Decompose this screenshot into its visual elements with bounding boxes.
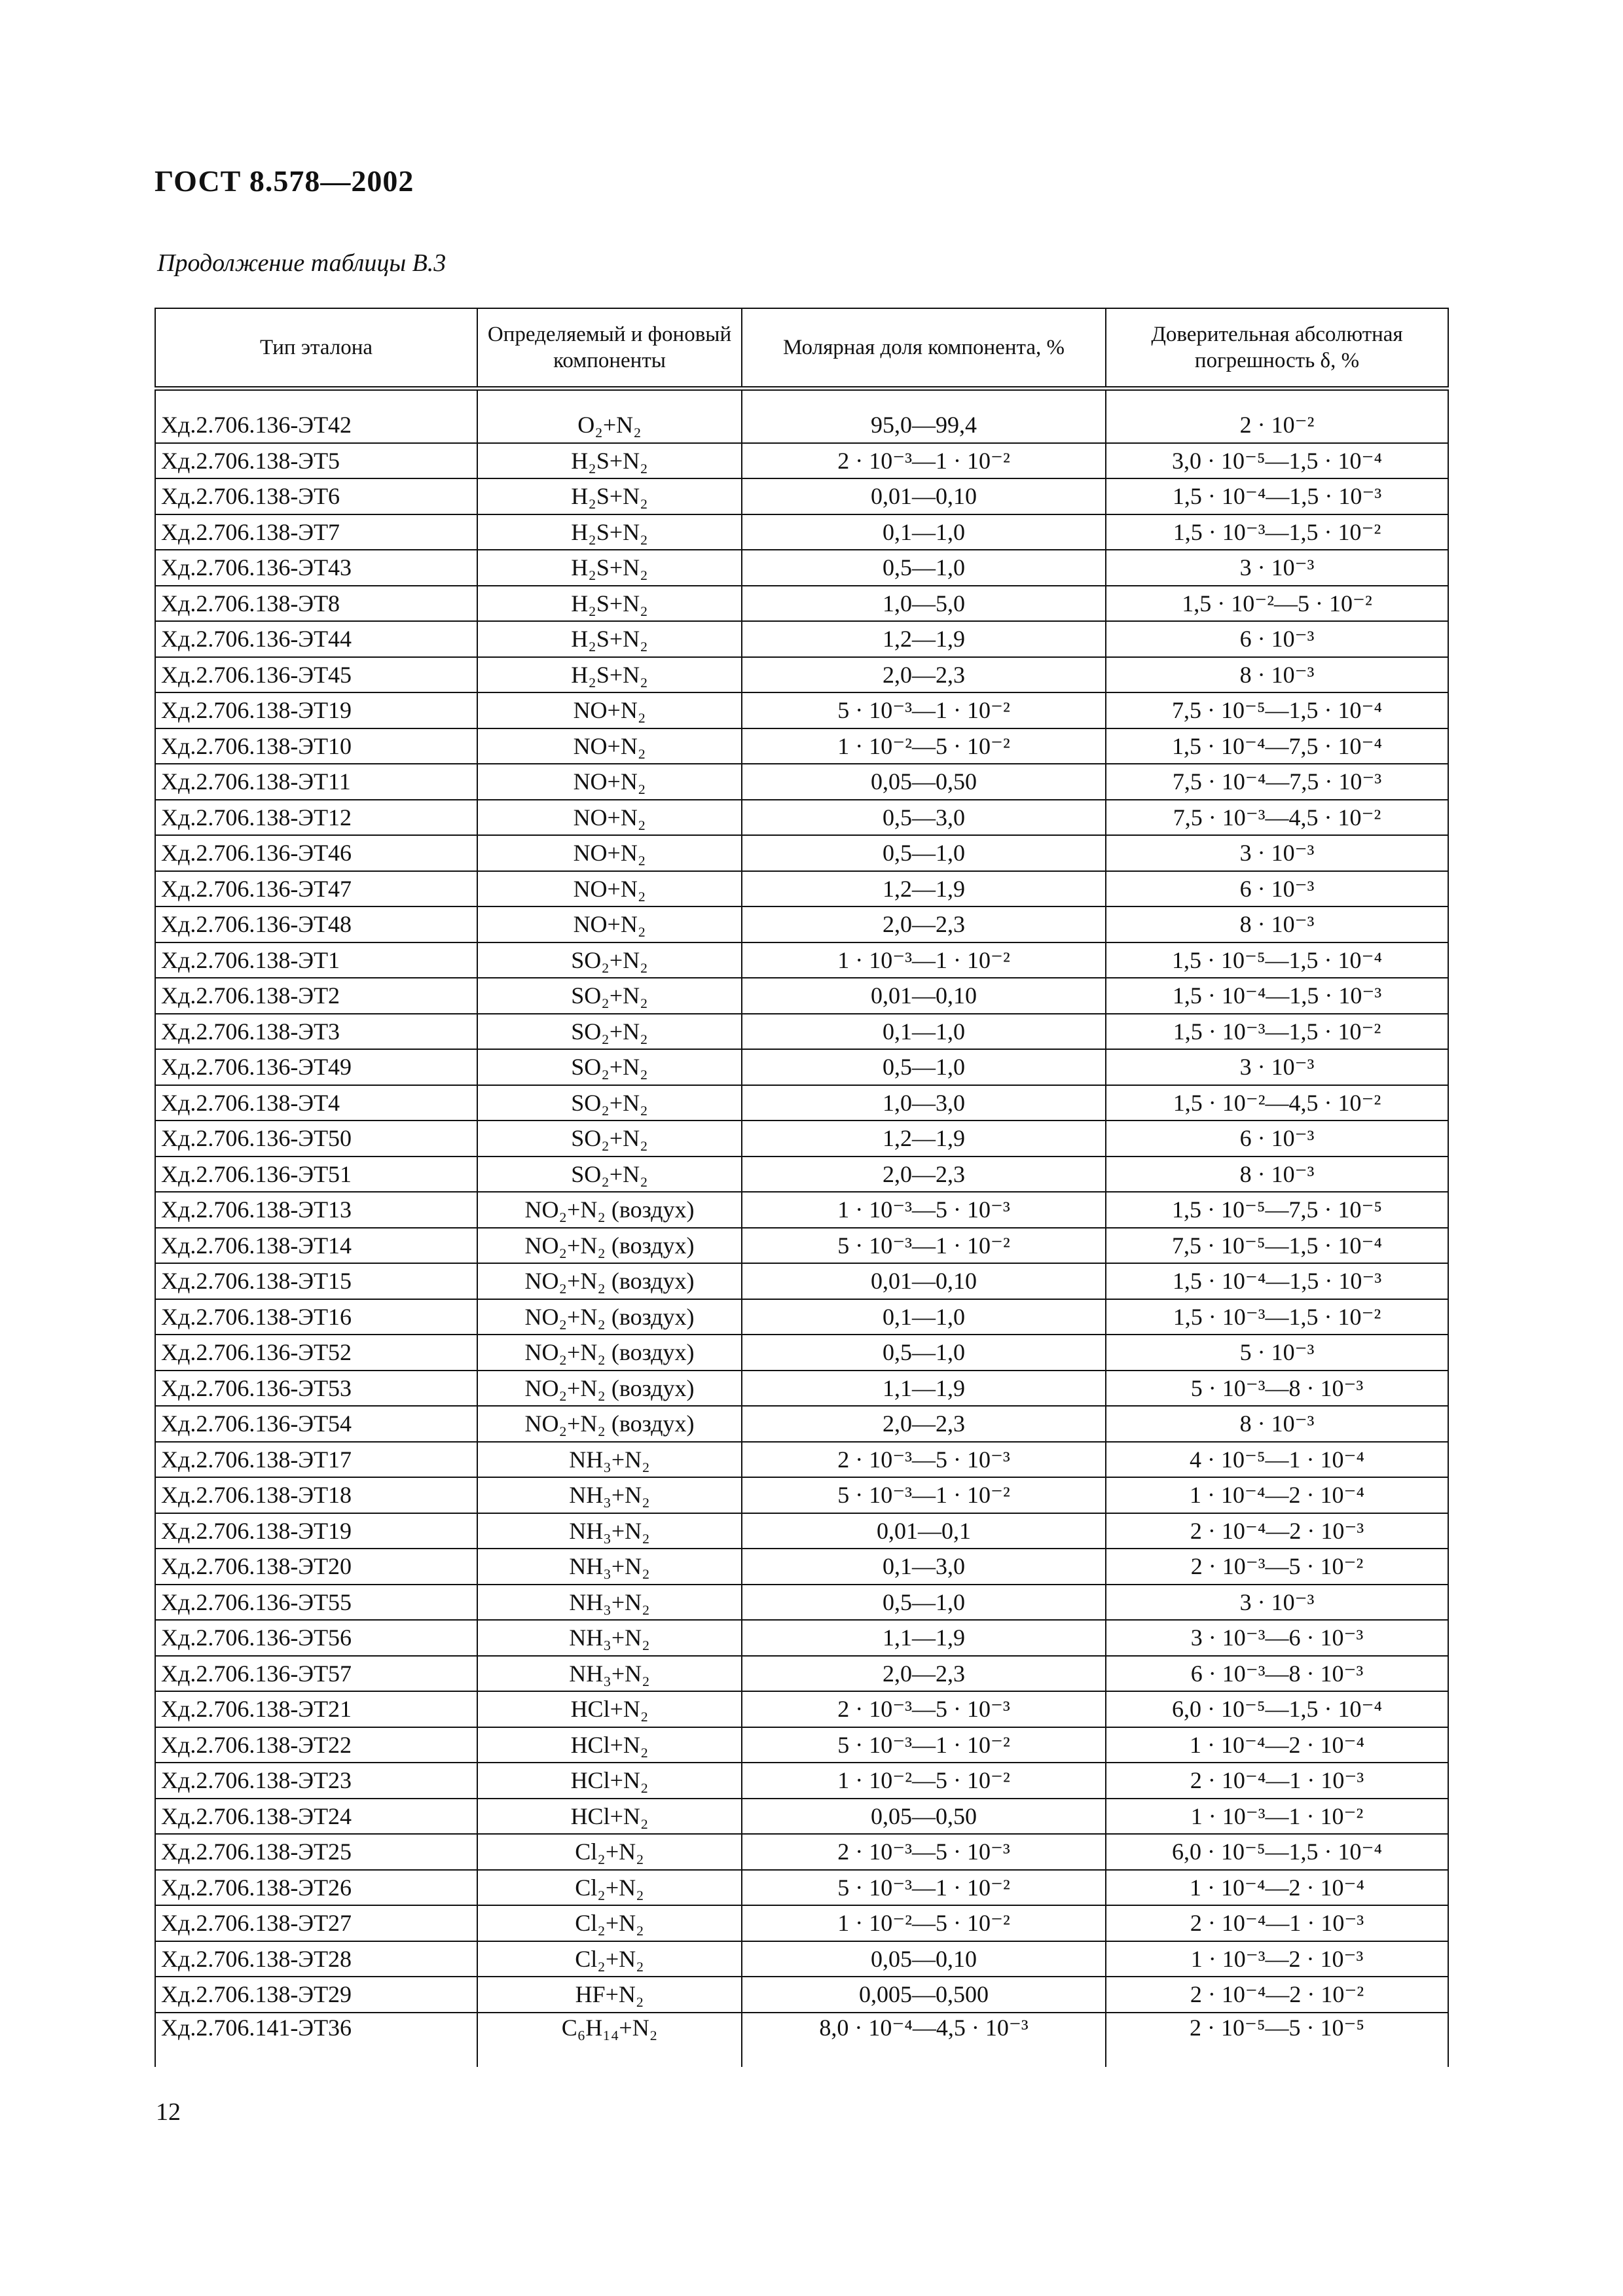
table-row — [155, 478, 1448, 514]
cell-standard-type: Хд.2.706.138-ЭТ22 — [155, 1727, 477, 1763]
table-row — [155, 1263, 1448, 1299]
cell-error: 6 · 10⁻³ — [1106, 1121, 1448, 1157]
table-row — [155, 408, 1448, 443]
cell-molar-fraction: 0,5—1,0 — [742, 1049, 1106, 1085]
table-row — [155, 1406, 1448, 1442]
cell-error: 6,0 · 10⁻⁵—1,5 · 10⁻⁴ — [1106, 1834, 1448, 1870]
table-row — [155, 1691, 1448, 1727]
table-row — [155, 1513, 1448, 1549]
table-row — [155, 1049, 1448, 1085]
cell-error: 3 · 10⁻³ — [1106, 1049, 1448, 1085]
cell-components: SO₂+N₂ — [477, 1085, 742, 1121]
cell-standard-type: Хд.2.706.136-ЭТ46 — [155, 835, 477, 871]
cell-components: HF+N₂ — [477, 1977, 742, 2013]
cell-molar-fraction: 1,0—5,0 — [742, 586, 1106, 622]
cell-error: 2 · 10⁻² — [1106, 408, 1448, 443]
cell-components: NO₂+N₂ (воздух) — [477, 1192, 742, 1228]
cell-standard-type: Хд.2.706.138-ЭТ1 — [155, 942, 477, 978]
table-row — [155, 764, 1448, 800]
cell-error: 3,0 · 10⁻⁵—1,5 · 10⁻⁴ — [1106, 443, 1448, 479]
cell-molar-fraction: 95,0—99,4 — [742, 408, 1106, 443]
cell-standard-type: Хд.2.706.136-ЭТ48 — [155, 906, 477, 942]
cell-molar-fraction: 1,2—1,9 — [742, 871, 1106, 907]
cell-components: NO₂+N₂ (воздух) — [477, 1335, 742, 1371]
table-row — [155, 550, 1448, 586]
cell-error: 1 · 10⁻⁴—2 · 10⁻⁴ — [1106, 1477, 1448, 1513]
cell-molar-fraction: 0,05—0,50 — [742, 764, 1106, 800]
cell-molar-fraction: 0,01—0,10 — [742, 1263, 1106, 1299]
cell-components: H₂S+N₂ — [477, 657, 742, 693]
cell-error: 1,5 · 10⁻⁴—1,5 · 10⁻³ — [1106, 978, 1448, 1014]
cell-components: NO+N₂ — [477, 728, 742, 764]
cell-standard-type: Хд.2.706.136-ЭТ55 — [155, 1585, 477, 1621]
table-row — [155, 1977, 1448, 2013]
cell-standard-type: Хд.2.706.138-ЭТ7 — [155, 514, 477, 550]
spacer-cell — [477, 389, 742, 408]
table-row — [155, 1442, 1448, 1478]
cell-components: C₆H₁₄+N₂ — [477, 2013, 742, 2067]
cell-components: H₂S+N₂ — [477, 586, 742, 622]
cell-standard-type: Хд.2.706.136-ЭТ42 — [155, 408, 477, 443]
cell-components: HCl+N₂ — [477, 1799, 742, 1835]
table-row — [155, 1763, 1448, 1799]
cell-error: 7,5 · 10⁻³—4,5 · 10⁻² — [1106, 800, 1448, 836]
column-header-molar-fraction: Молярная доля компонента, % — [742, 308, 1106, 389]
cell-standard-type: Хд.2.706.138-ЭТ5 — [155, 443, 477, 479]
cell-standard-type: Хд.2.706.138-ЭТ20 — [155, 1549, 477, 1585]
table-row — [155, 1335, 1448, 1371]
cell-error: 1,5 · 10⁻⁴—7,5 · 10⁻⁴ — [1106, 728, 1448, 764]
cell-molar-fraction: 5 · 10⁻³—1 · 10⁻² — [742, 1228, 1106, 1264]
cell-components: H₂S+N₂ — [477, 514, 742, 550]
cell-components: SO₂+N₂ — [477, 942, 742, 978]
cell-standard-type: Хд.2.706.138-ЭТ24 — [155, 1799, 477, 1835]
table-header-row — [155, 308, 1448, 389]
cell-standard-type: Хд.2.706.138-ЭТ13 — [155, 1192, 477, 1228]
cell-molar-fraction: 2,0—2,3 — [742, 1157, 1106, 1193]
cell-standard-type: Хд.2.706.138-ЭТ4 — [155, 1085, 477, 1121]
cell-standard-type: Хд.2.706.138-ЭТ18 — [155, 1477, 477, 1513]
cell-standard-type: Хд.2.706.138-ЭТ15 — [155, 1263, 477, 1299]
cell-standard-type: Хд.2.706.136-ЭТ54 — [155, 1406, 477, 1442]
cell-molar-fraction: 0,1—1,0 — [742, 1014, 1106, 1050]
cell-components: H₂S+N₂ — [477, 550, 742, 586]
cell-molar-fraction: 1 · 10⁻²—5 · 10⁻² — [742, 1905, 1106, 1941]
cell-molar-fraction: 2 · 10⁻³—5 · 10⁻³ — [742, 1691, 1106, 1727]
cell-standard-type: Хд.2.706.138-ЭТ23 — [155, 1763, 477, 1799]
table-row — [155, 1477, 1448, 1513]
cell-molar-fraction: 2 · 10⁻³—5 · 10⁻³ — [742, 1834, 1106, 1870]
cell-molar-fraction: 2,0—2,3 — [742, 906, 1106, 942]
cell-components: NH₃+N₂ — [477, 1656, 742, 1692]
cell-components: SO₂+N₂ — [477, 1157, 742, 1193]
cell-error: 2 · 10⁻³—5 · 10⁻² — [1106, 1549, 1448, 1585]
cell-error: 3 · 10⁻³ — [1106, 835, 1448, 871]
cell-error: 7,5 · 10⁻⁵—1,5 · 10⁻⁴ — [1106, 692, 1448, 728]
cell-standard-type: Хд.2.706.136-ЭТ51 — [155, 1157, 477, 1193]
cell-error: 1,5 · 10⁻²—5 · 10⁻² — [1106, 586, 1448, 622]
cell-error: 8 · 10⁻³ — [1106, 906, 1448, 942]
cell-error: 1,5 · 10⁻³—1,5 · 10⁻² — [1106, 514, 1448, 550]
table-row — [155, 1941, 1448, 1977]
cell-standard-type: Хд.2.706.136-ЭТ45 — [155, 657, 477, 693]
cell-components: NO+N₂ — [477, 871, 742, 907]
cell-molar-fraction: 0,5—1,0 — [742, 550, 1106, 586]
cell-molar-fraction: 1,2—1,9 — [742, 1121, 1106, 1157]
cell-error: 1,5 · 10⁻⁵—1,5 · 10⁻⁴ — [1106, 942, 1448, 978]
table-row — [155, 871, 1448, 907]
cell-molar-fraction: 1,1—1,9 — [742, 1620, 1106, 1656]
cell-components: Cl₂+N₂ — [477, 1941, 742, 1977]
cell-standard-type: Хд.2.706.138-ЭТ10 — [155, 728, 477, 764]
cell-components: SO₂+N₂ — [477, 978, 742, 1014]
cell-standard-type: Хд.2.706.138-ЭТ25 — [155, 1834, 477, 1870]
cell-molar-fraction: 1,2—1,9 — [742, 621, 1106, 657]
table-row — [155, 1157, 1448, 1193]
cell-error: 6 · 10⁻³ — [1106, 871, 1448, 907]
cell-molar-fraction: 0,5—1,0 — [742, 1335, 1106, 1371]
cell-error: 3 · 10⁻³ — [1106, 1585, 1448, 1621]
cell-standard-type: Хд.2.706.138-ЭТ11 — [155, 764, 477, 800]
cell-standard-type: Хд.2.706.138-ЭТ2 — [155, 978, 477, 1014]
cell-standard-type: Хд.2.706.136-ЭТ50 — [155, 1121, 477, 1157]
table-row — [155, 800, 1448, 836]
cell-error: 1,5 · 10⁻²—4,5 · 10⁻² — [1106, 1085, 1448, 1121]
cell-standard-type: Хд.2.706.136-ЭТ49 — [155, 1049, 477, 1085]
cell-error: 7,5 · 10⁻⁴—7,5 · 10⁻³ — [1106, 764, 1448, 800]
cell-error: 1,5 · 10⁻³—1,5 · 10⁻² — [1106, 1299, 1448, 1335]
table-row — [155, 657, 1448, 693]
cell-error: 1,5 · 10⁻⁵—7,5 · 10⁻⁵ — [1106, 1192, 1448, 1228]
table-row — [155, 1549, 1448, 1585]
table-row — [155, 978, 1448, 1014]
spacer-cell — [1106, 389, 1448, 408]
table-row — [155, 1192, 1448, 1228]
cell-standard-type: Хд.2.706.136-ЭТ56 — [155, 1620, 477, 1656]
cell-molar-fraction: 0,5—1,0 — [742, 835, 1106, 871]
cell-error: 2 · 10⁻⁴—2 · 10⁻² — [1106, 1977, 1448, 2013]
column-header-components: Определяемый и фоновый компоненты — [477, 308, 742, 389]
cell-error: 3 · 10⁻³ — [1106, 550, 1448, 586]
cell-components: NO+N₂ — [477, 906, 742, 942]
cell-components: H₂S+N₂ — [477, 443, 742, 479]
reference-standards-table — [155, 308, 1449, 2067]
cell-error: 3 · 10⁻³—6 · 10⁻³ — [1106, 1620, 1448, 1656]
cell-error: 5 · 10⁻³—8 · 10⁻³ — [1106, 1371, 1448, 1407]
table-body — [155, 389, 1448, 2067]
table-row — [155, 835, 1448, 871]
cell-components: NO₂+N₂ (воздух) — [477, 1371, 742, 1407]
cell-standard-type: Хд.2.706.138-ЭТ19 — [155, 1513, 477, 1549]
table-row — [155, 1799, 1448, 1835]
cell-molar-fraction: 0,01—0,10 — [742, 478, 1106, 514]
cell-standard-type: Хд.2.706.138-ЭТ28 — [155, 1941, 477, 1977]
cell-standard-type: Хд.2.706.138-ЭТ29 — [155, 1977, 477, 2013]
cell-components: NO+N₂ — [477, 764, 742, 800]
cell-molar-fraction: 1,1—1,9 — [742, 1371, 1106, 1407]
cell-standard-type: Хд.2.706.138-ЭТ3 — [155, 1014, 477, 1050]
cell-error: 1 · 10⁻³—1 · 10⁻² — [1106, 1799, 1448, 1835]
cell-standard-type: Хд.2.706.138-ЭТ21 — [155, 1691, 477, 1727]
cell-components: NH₃+N₂ — [477, 1513, 742, 1549]
table-row — [155, 586, 1448, 622]
table-row — [155, 728, 1448, 764]
table-row — [155, 692, 1448, 728]
column-header-error: Доверительная абсолютная погрешность δ, % — [1106, 308, 1448, 389]
cell-molar-fraction: 2 · 10⁻³—5 · 10⁻³ — [742, 1442, 1106, 1478]
cell-molar-fraction: 0,5—1,0 — [742, 1585, 1106, 1621]
table-row — [155, 1834, 1448, 1870]
cell-components: NO+N₂ — [477, 835, 742, 871]
cell-error: 6 · 10⁻³—8 · 10⁻³ — [1106, 1656, 1448, 1692]
cell-molar-fraction: 1 · 10⁻³—1 · 10⁻² — [742, 942, 1106, 978]
page-number: 12 — [156, 2098, 181, 2126]
table-row — [155, 942, 1448, 978]
cell-error: 1,5 · 10⁻⁴—1,5 · 10⁻³ — [1106, 478, 1448, 514]
cell-error: 1,5 · 10⁻⁴—1,5 · 10⁻³ — [1106, 1263, 1448, 1299]
cell-molar-fraction: 1 · 10⁻³—5 · 10⁻³ — [742, 1192, 1106, 1228]
column-header-type: Тип эталона — [155, 308, 477, 389]
cell-components: NH₃+N₂ — [477, 1477, 742, 1513]
table-row — [155, 1727, 1448, 1763]
cell-standard-type: Хд.2.706.138-ЭТ19 — [155, 692, 477, 728]
cell-components: HCl+N₂ — [477, 1691, 742, 1727]
cell-components: NO+N₂ — [477, 800, 742, 836]
cell-components: NH₃+N₂ — [477, 1549, 742, 1585]
cell-components: O₂+N₂ — [477, 408, 742, 443]
cell-error: 2 · 10⁻⁵—5 · 10⁻⁵ — [1106, 2013, 1448, 2067]
cell-standard-type: Хд.2.706.138-ЭТ8 — [155, 586, 477, 622]
cell-standard-type: Хд.2.706.136-ЭТ43 — [155, 550, 477, 586]
table-row — [155, 1870, 1448, 1906]
cell-components: NO₂+N₂ (воздух) — [477, 1263, 742, 1299]
cell-components: NO₂+N₂ (воздух) — [477, 1406, 742, 1442]
cell-standard-type: Хд.2.706.138-ЭТ27 — [155, 1905, 477, 1941]
cell-error: 6 · 10⁻³ — [1106, 621, 1448, 657]
cell-standard-type: Хд.2.706.138-ЭТ14 — [155, 1228, 477, 1264]
table-row — [155, 443, 1448, 479]
cell-standard-type: Хд.2.706.138-ЭТ17 — [155, 1442, 477, 1478]
table-row — [155, 1085, 1448, 1121]
table-row — [155, 1656, 1448, 1692]
cell-standard-type: Хд.2.706.138-ЭТ12 — [155, 800, 477, 836]
cell-components: Cl₂+N₂ — [477, 1834, 742, 1870]
cell-standard-type: Хд.2.706.136-ЭТ53 — [155, 1371, 477, 1407]
cell-error: 1 · 10⁻⁴—2 · 10⁻⁴ — [1106, 1870, 1448, 1906]
cell-standard-type: Хд.2.706.136-ЭТ44 — [155, 621, 477, 657]
cell-molar-fraction: 1 · 10⁻²—5 · 10⁻² — [742, 1763, 1106, 1799]
table-row — [155, 906, 1448, 942]
table-spacer-row — [155, 389, 1448, 408]
cell-components: HCl+N₂ — [477, 1727, 742, 1763]
cell-error: 8 · 10⁻³ — [1106, 657, 1448, 693]
cell-components: NO₂+N₂ (воздух) — [477, 1228, 742, 1264]
cell-molar-fraction: 5 · 10⁻³—1 · 10⁻² — [742, 1870, 1106, 1906]
cell-components: Cl₂+N₂ — [477, 1870, 742, 1906]
cell-components: SO₂+N₂ — [477, 1014, 742, 1050]
cell-molar-fraction: 0,05—0,50 — [742, 1799, 1106, 1835]
cell-molar-fraction: 0,5—3,0 — [742, 800, 1106, 836]
cell-molar-fraction: 2,0—2,3 — [742, 1406, 1106, 1442]
cell-standard-type: Хд.2.706.136-ЭТ57 — [155, 1656, 477, 1692]
cell-molar-fraction: 1 · 10⁻²—5 · 10⁻² — [742, 728, 1106, 764]
table-row — [155, 1905, 1448, 1941]
table-row — [155, 1228, 1448, 1264]
spacer-cell — [155, 389, 477, 408]
cell-error: 8 · 10⁻³ — [1106, 1157, 1448, 1193]
cell-components: HCl+N₂ — [477, 1763, 742, 1799]
cell-standard-type: Хд.2.706.138-ЭТ6 — [155, 478, 477, 514]
cell-molar-fraction: 0,1—1,0 — [742, 514, 1106, 550]
cell-molar-fraction: 2,0—2,3 — [742, 657, 1106, 693]
cell-error: 2 · 10⁻⁴—1 · 10⁻³ — [1106, 1763, 1448, 1799]
table-row — [155, 1299, 1448, 1335]
table-row — [155, 2013, 1448, 2067]
cell-molar-fraction: 0,05—0,10 — [742, 1941, 1106, 1977]
cell-components: H₂S+N₂ — [477, 478, 742, 514]
cell-error: 1 · 10⁻⁴—2 · 10⁻⁴ — [1106, 1727, 1448, 1763]
cell-error: 6,0 · 10⁻⁵—1,5 · 10⁻⁴ — [1106, 1691, 1448, 1727]
document-header: ГОСТ 8.578—2002 — [155, 164, 414, 198]
cell-standard-type: Хд.2.706.136-ЭТ52 — [155, 1335, 477, 1371]
cell-molar-fraction: 2 · 10⁻³—1 · 10⁻² — [742, 443, 1106, 479]
cell-molar-fraction: 0,005—0,500 — [742, 1977, 1106, 2013]
cell-molar-fraction: 8,0 · 10⁻⁴—4,5 · 10⁻³ — [742, 2013, 1106, 2067]
cell-error: 1 · 10⁻³—2 · 10⁻³ — [1106, 1941, 1448, 1977]
cell-components: NO₂+N₂ (воздух) — [477, 1299, 742, 1335]
table-row — [155, 1620, 1448, 1656]
table-row — [155, 1585, 1448, 1621]
cell-molar-fraction: 0,1—1,0 — [742, 1299, 1106, 1335]
table-row — [155, 1014, 1448, 1050]
cell-standard-type: Хд.2.706.138-ЭТ26 — [155, 1870, 477, 1906]
cell-error: 7,5 · 10⁻⁵—1,5 · 10⁻⁴ — [1106, 1228, 1448, 1264]
cell-molar-fraction: 5 · 10⁻³—1 · 10⁻² — [742, 692, 1106, 728]
cell-error: 8 · 10⁻³ — [1106, 1406, 1448, 1442]
cell-error: 5 · 10⁻³ — [1106, 1335, 1448, 1371]
table-row — [155, 514, 1448, 550]
cell-components: NO+N₂ — [477, 692, 742, 728]
cell-error: 2 · 10⁻⁴—1 · 10⁻³ — [1106, 1905, 1448, 1941]
cell-components: SO₂+N₂ — [477, 1049, 742, 1085]
cell-components: H₂S+N₂ — [477, 621, 742, 657]
table-caption: Продолжение таблицы В.3 — [157, 249, 447, 277]
cell-molar-fraction: 0,1—3,0 — [742, 1549, 1106, 1585]
spacer-cell — [742, 389, 1106, 408]
cell-components: Cl₂+N₂ — [477, 1905, 742, 1941]
table-row — [155, 1371, 1448, 1407]
cell-standard-type: Хд.2.706.138-ЭТ16 — [155, 1299, 477, 1335]
cell-molar-fraction: 0,01—0,10 — [742, 978, 1106, 1014]
cell-molar-fraction: 2,0—2,3 — [742, 1656, 1106, 1692]
table-row — [155, 1121, 1448, 1157]
cell-molar-fraction: 5 · 10⁻³—1 · 10⁻² — [742, 1727, 1106, 1763]
cell-standard-type: Хд.2.706.141-ЭТ36 — [155, 2013, 477, 2067]
cell-molar-fraction: 5 · 10⁻³—1 · 10⁻² — [742, 1477, 1106, 1513]
cell-components: SO₂+N₂ — [477, 1121, 742, 1157]
cell-error: 1,5 · 10⁻³—1,5 · 10⁻² — [1106, 1014, 1448, 1050]
cell-standard-type: Хд.2.706.136-ЭТ47 — [155, 871, 477, 907]
cell-components: NH₃+N₂ — [477, 1585, 742, 1621]
cell-error: 2 · 10⁻⁴—2 · 10⁻³ — [1106, 1513, 1448, 1549]
cell-error: 4 · 10⁻⁵—1 · 10⁻⁴ — [1106, 1442, 1448, 1478]
table-row — [155, 621, 1448, 657]
cell-molar-fraction: 0,01—0,1 — [742, 1513, 1106, 1549]
cell-molar-fraction: 1,0—3,0 — [742, 1085, 1106, 1121]
cell-components: NH₃+N₂ — [477, 1442, 742, 1478]
cell-components: NH₃+N₂ — [477, 1620, 742, 1656]
